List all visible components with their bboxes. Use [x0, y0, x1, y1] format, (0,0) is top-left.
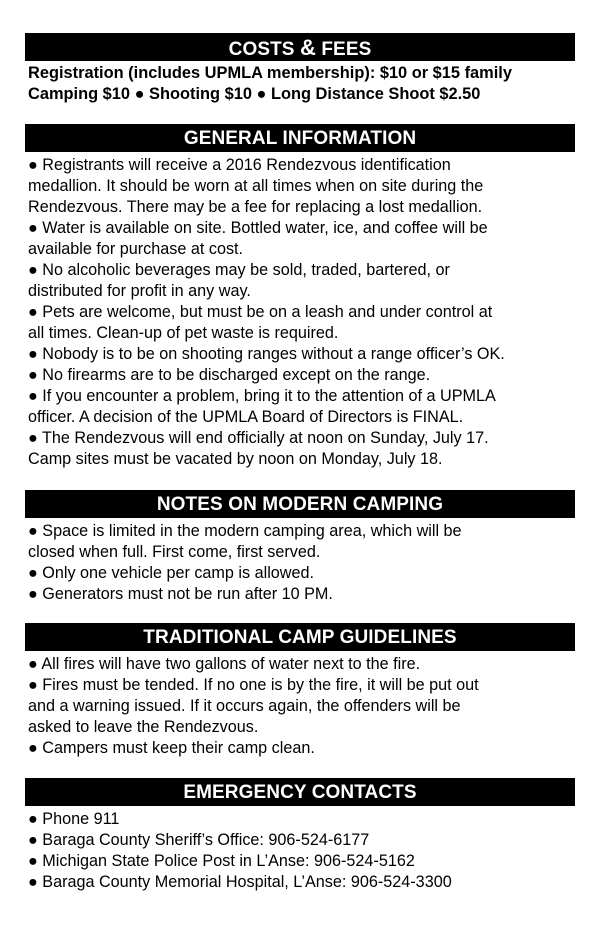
traditional-camp-line: ● Fires must be tended. If no one is by the fire, it will be put out — [28, 676, 479, 694]
general-info-line: ● If you encounter a problem, bring it to the attention of a UPMLA — [28, 387, 496, 405]
heading-text: FEES — [315, 39, 372, 60]
general-info-line: ● No firearms are to be discharged except on the range. — [28, 366, 431, 384]
emergency-contacts-heading: EMERGENCY CONTACTS — [25, 778, 575, 806]
general-information-heading: GENERAL INFORMATION — [25, 124, 575, 152]
modern-camping-line: ● Only one vehicle per camp is allowed. — [28, 564, 315, 582]
registration-fee-line: Registration (includes UPMLA membership): $10 or $15 family — [28, 64, 512, 82]
general-info-line: ● Nobody is to be on shooting ranges without a range officer’s OK. — [28, 345, 505, 363]
general-information-section — [25, 124, 575, 470]
traditional-camp-heading: TRADITIONAL CAMP GUIDELINES — [25, 623, 575, 651]
emergency-contacts-section — [25, 778, 575, 893]
emergency-contact-line: ● Michigan State Police Post in L’Anse: 906-524-5162 — [28, 852, 415, 870]
modern-camping-heading: NOTES ON MODERN CAMPING — [25, 490, 575, 518]
general-info-line: ● The Rendezvous will end officially at noon on Sunday, July 17. — [28, 429, 489, 447]
general-info-line: distributed for profit in any way. — [28, 282, 251, 300]
costs-fees-heading — [25, 33, 575, 61]
traditional-camp-section — [25, 623, 575, 759]
activity-fees-line: Camping $10 ● Shooting $10 ● Long Distance Shoot $2.50 — [28, 85, 481, 103]
general-info-line: Rendezvous. There may be a fee for replacing a lost medallion. — [28, 198, 483, 216]
general-info-line: available for purchase at cost. — [28, 240, 244, 258]
traditional-camp-list — [25, 654, 575, 759]
general-info-line: medallion. It should be worn at all times when on site during the — [28, 177, 484, 195]
costs-fees-section — [25, 33, 575, 105]
general-info-line: ● No alcoholic beverages may be sold, traded, bartered, or — [28, 261, 450, 279]
heading-ampersand: & — [299, 35, 316, 60]
emergency-contact-line: ● Baraga County Sheriff’s Office: 906-524-6177 — [28, 831, 370, 849]
traditional-camp-line: ● All fires will have two gallons of water next to the fire. — [28, 655, 421, 673]
heading-text: COSTS — [228, 39, 300, 60]
modern-camping-line: closed when full. First come, first served. — [28, 543, 321, 561]
emergency-contacts-list — [25, 809, 575, 893]
emergency-contact-line: ● Phone 911 — [28, 810, 120, 828]
general-info-line: Camp sites must be vacated by noon on Monday, July 18. — [28, 450, 443, 468]
general-info-line: ● Pets are welcome, but must be on a leash and under control at — [28, 303, 493, 321]
modern-camping-line: ● Generators must not be run after 10 PM. — [28, 585, 333, 603]
modern-camping-section — [25, 490, 575, 605]
emergency-contact-line: ● Baraga County Memorial Hospital, L’Anse: 906-524-3300 — [28, 873, 452, 891]
general-info-line: ● Water is available on site. Bottled water, ice, and coffee will be — [28, 219, 488, 237]
traditional-camp-line: ● Campers must keep their camp clean. — [28, 739, 315, 757]
general-information-list — [25, 155, 575, 470]
modern-camping-line: ● Space is limited in the modern camping area, which will be — [28, 522, 462, 540]
general-info-line: ● Registrants will receive a 2016 Rendezvous identification — [28, 156, 451, 174]
modern-camping-list — [25, 521, 575, 605]
general-info-line: all times. Clean-up of pet waste is required. — [28, 324, 339, 342]
general-info-line: officer. A decision of the UPMLA Board of Directors is FINAL. — [28, 408, 464, 426]
traditional-camp-line: and a warning issued. If it occurs again, the offenders will be — [28, 697, 461, 715]
traditional-camp-line: asked to leave the Rendezvous. — [28, 718, 259, 736]
